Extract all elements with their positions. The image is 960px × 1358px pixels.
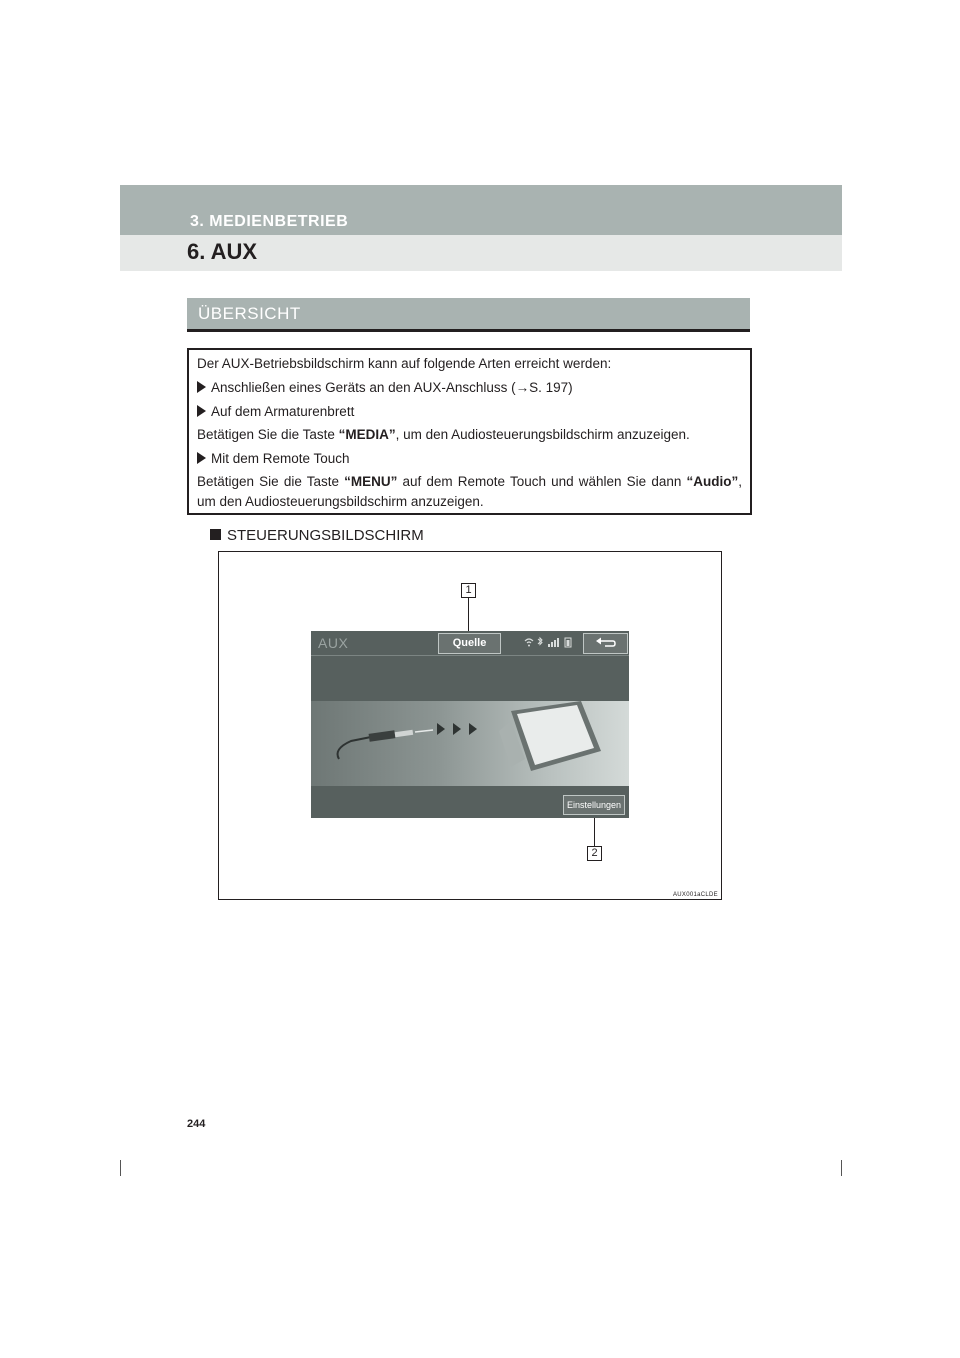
figure-id: AUX001aCLDE [673, 892, 718, 898]
back-button[interactable] [583, 633, 628, 654]
signal-icon-bar [557, 638, 559, 647]
instruction-text: Betätigen Sie die Taste [197, 427, 339, 442]
aux-illustration [311, 701, 629, 786]
source-button[interactable]: Quelle [438, 633, 501, 654]
triangle-bullet-icon [197, 405, 206, 417]
key-menu: “MENU” [344, 474, 398, 489]
chapter-title: 6. AUX [187, 239, 258, 264]
wifi-icon-dot [528, 645, 530, 647]
overview-intro: Der AUX-Betriebsbildschirm kann auf folgende Arten erreicht werden: [197, 356, 612, 371]
aux-screen [311, 631, 629, 818]
screen-title: AUX [318, 635, 349, 651]
instruction-text: auf dem Remote Touch und wählen Sie dann [397, 474, 687, 489]
triangle-bullet-icon [197, 381, 206, 393]
instruction-text: Betätigen Sie die Taste [197, 474, 345, 489]
overview-title: ÜBERSICHT [198, 304, 301, 323]
signal-icon-bar [551, 642, 553, 647]
aux-cable-illustration [311, 701, 629, 786]
back-arrow-icon [595, 636, 617, 648]
bullet-text: Anschließen eines Geräts an den AUX-Anschluss (→S. 197) [211, 380, 573, 395]
section-heading-text: STEUERUNGSBILDSCHIRM [227, 527, 424, 544]
crop-mark [120, 1160, 121, 1176]
signal-icon-bar [554, 640, 556, 647]
signal-icon-bar [548, 644, 550, 647]
callout-line-1 [468, 598, 469, 634]
screen-header-divider [311, 655, 629, 656]
key-media: “MEDIA” [338, 427, 396, 442]
overview-bullet-1 [197, 380, 573, 395]
callout-2: 2 [587, 846, 602, 861]
callout-1: 1 [461, 583, 476, 598]
overview-menu-instruction [197, 472, 742, 512]
status-icons [524, 636, 576, 651]
battery-icon-fill [567, 640, 570, 646]
instruction-text: , um den Audiosteuerungsbildschirm anzuzeigen. [395, 427, 690, 442]
wifi-icon [525, 639, 533, 641]
overview-media-instruction [197, 427, 690, 442]
overview-box [187, 348, 752, 515]
crop-mark [841, 1160, 842, 1176]
settings-button[interactable]: Einstellungen [563, 795, 625, 815]
overview-bullet-3 [197, 451, 350, 466]
wifi-icon-inner [527, 642, 531, 643]
status-bar-icons [524, 636, 576, 648]
section-heading [210, 527, 424, 544]
section-label: 3. MEDIENBETRIEB [190, 213, 349, 230]
page-number: 244 [187, 1118, 206, 1130]
overview-rule [187, 329, 750, 332]
bluetooth-icon [538, 638, 542, 645]
instruction-text: , um den Audiosteuerungsbildschirm anzuzeigen. [197, 474, 742, 509]
triangle-bullet-icon [197, 452, 206, 464]
bullet-text: Auf dem Armaturenbrett [211, 404, 355, 419]
key-audio: “Audio” [686, 474, 739, 489]
bullet-text: Mit dem Remote Touch [211, 451, 350, 466]
overview-bullet-2 [197, 404, 354, 419]
square-bullet-icon [210, 529, 221, 540]
